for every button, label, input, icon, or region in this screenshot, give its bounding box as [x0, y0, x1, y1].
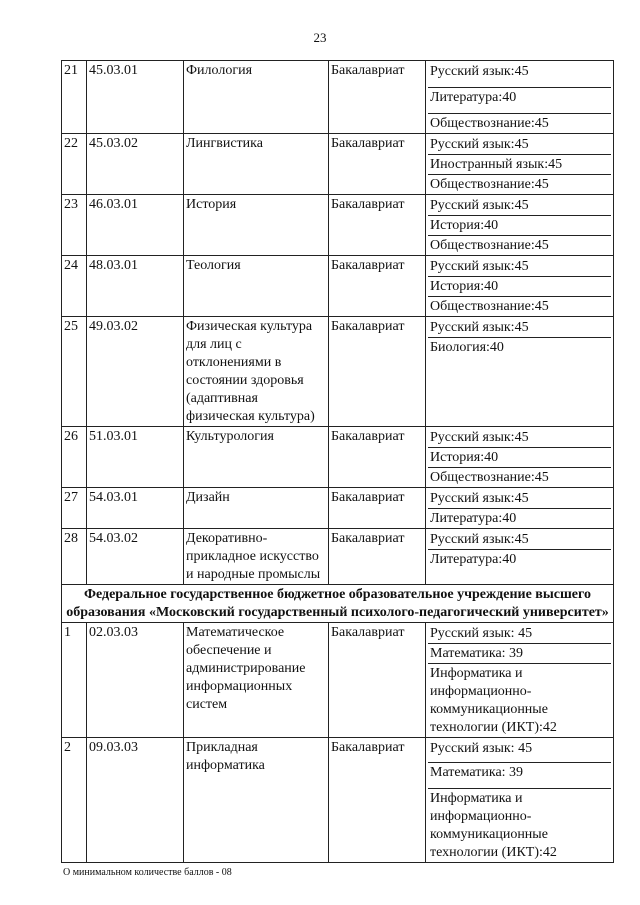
subject-min-score: Русский язык:45: [428, 530, 611, 550]
row-number: 27: [62, 488, 87, 529]
subject-min-score: Русский язык:45: [428, 489, 611, 509]
subject-min-score: Математика: 39: [428, 644, 611, 664]
subject-min-score: Литература:40: [428, 88, 611, 114]
subject-min-score: Обществознание:45: [430, 299, 549, 314]
subject-min-score: Русский язык:45: [428, 62, 611, 88]
program-code: 48.03.01: [87, 256, 184, 317]
education-level: Бакалавриат: [329, 195, 426, 256]
program-name: Филология: [184, 61, 329, 134]
subject-min-score: Обществознание:45: [430, 116, 549, 131]
subjects-cell: [426, 61, 614, 134]
subject-min-score: Математика: 39: [428, 763, 611, 789]
subject-min-score: Информатика и информационно-коммуникационные технологии (ИКТ):42: [430, 791, 557, 860]
table-row: [62, 488, 614, 529]
program-name: Математическое обеспечение и администрирование информационных систем: [184, 623, 329, 738]
subject-min-score: Биология:40: [430, 340, 504, 355]
row-number: 1: [62, 623, 87, 738]
row-number: 21: [62, 61, 87, 134]
subject-min-score: Обществознание:45: [430, 470, 549, 485]
table-row: [62, 738, 614, 863]
education-level: Бакалавриат: [329, 488, 426, 529]
subjects-cell: [426, 623, 614, 738]
education-level: Бакалавриат: [329, 317, 426, 427]
subjects-cell: [426, 427, 614, 488]
table-row: [62, 317, 614, 427]
subject-min-score: История:40: [428, 277, 611, 297]
subject-min-score: История:40: [428, 216, 611, 236]
row-number: 25: [62, 317, 87, 427]
program-name: Физическая культура для лиц с отклонениями в состоянии здоровья (адаптивная физическая культура): [184, 317, 329, 427]
subject-min-score: Русский язык:45: [428, 135, 611, 155]
program-name: Дизайн: [184, 488, 329, 529]
subjects-cell: [426, 529, 614, 585]
program-code: 45.03.02: [87, 134, 184, 195]
education-level: Бакалавриат: [329, 623, 426, 738]
subjects-cell: [426, 134, 614, 195]
subject-min-score: Обществознание:45: [430, 177, 549, 192]
table-row: [62, 529, 614, 585]
subject-min-score: Русский язык: 45: [428, 624, 611, 644]
admission-table: [61, 60, 614, 863]
education-level: Бакалавриат: [329, 256, 426, 317]
subject-min-score: Русский язык:45: [428, 428, 611, 448]
row-number: 23: [62, 195, 87, 256]
program-code: 51.03.01: [87, 427, 184, 488]
program-code: 54.03.02: [87, 529, 184, 585]
subject-min-score: Русский язык: 45: [428, 739, 611, 763]
program-code: 49.03.02: [87, 317, 184, 427]
education-level: Бакалавриат: [329, 134, 426, 195]
subject-min-score: Информатика и информационно-коммуникационные технологии (ИКТ):42: [430, 666, 557, 735]
program-code: 09.03.03: [87, 738, 184, 863]
subject-min-score: Русский язык:45: [428, 196, 611, 216]
program-name: Теология: [184, 256, 329, 317]
education-level: Бакалавриат: [329, 61, 426, 134]
subject-min-score: История:40: [428, 448, 611, 468]
program-code: 54.03.01: [87, 488, 184, 529]
table-row: [62, 134, 614, 195]
subjects-cell: [426, 488, 614, 529]
table-row: [62, 61, 614, 134]
row-number: 24: [62, 256, 87, 317]
program-name: История: [184, 195, 329, 256]
subject-min-score: Русский язык:45: [428, 257, 611, 277]
program-code: 02.03.03: [87, 623, 184, 738]
table-row: [62, 427, 614, 488]
program-code: 45.03.01: [87, 61, 184, 134]
subject-min-score: Литература:40: [430, 552, 517, 567]
footer-note: О минимальном количестве баллов - 08: [63, 867, 232, 878]
subjects-cell: [426, 256, 614, 317]
subject-min-score: Русский язык:45: [428, 318, 611, 338]
program-name: Культурология: [184, 427, 329, 488]
row-number: 22: [62, 134, 87, 195]
section-heading: Федеральное государственное бюджетное образовательное учреждение высшего образования «Московский государственный психолого-педагогический университет»: [62, 585, 614, 623]
education-level: Бакалавриат: [329, 529, 426, 585]
row-number: 26: [62, 427, 87, 488]
subject-min-score: Иностранный язык:45: [428, 155, 611, 175]
education-level: Бакалавриат: [329, 738, 426, 863]
program-name: Декоративно-прикладное искусство и народные промыслы: [184, 529, 329, 585]
subject-min-score: Обществознание:45: [430, 238, 549, 253]
row-number: 28: [62, 529, 87, 585]
subjects-cell: [426, 738, 614, 863]
row-number: 2: [62, 738, 87, 863]
section-heading-row: [62, 585, 614, 623]
program-name: Прикладная информатика: [184, 738, 329, 863]
subjects-cell: [426, 195, 614, 256]
program-name: Лингвистика: [184, 134, 329, 195]
education-level: Бакалавриат: [329, 427, 426, 488]
program-code: 46.03.01: [87, 195, 184, 256]
table-row: [62, 195, 614, 256]
page-number: 23: [313, 30, 327, 45]
table-row: [62, 623, 614, 738]
subjects-cell: [426, 317, 614, 427]
subject-min-score: Литература:40: [430, 511, 517, 526]
table-row: [62, 256, 614, 317]
